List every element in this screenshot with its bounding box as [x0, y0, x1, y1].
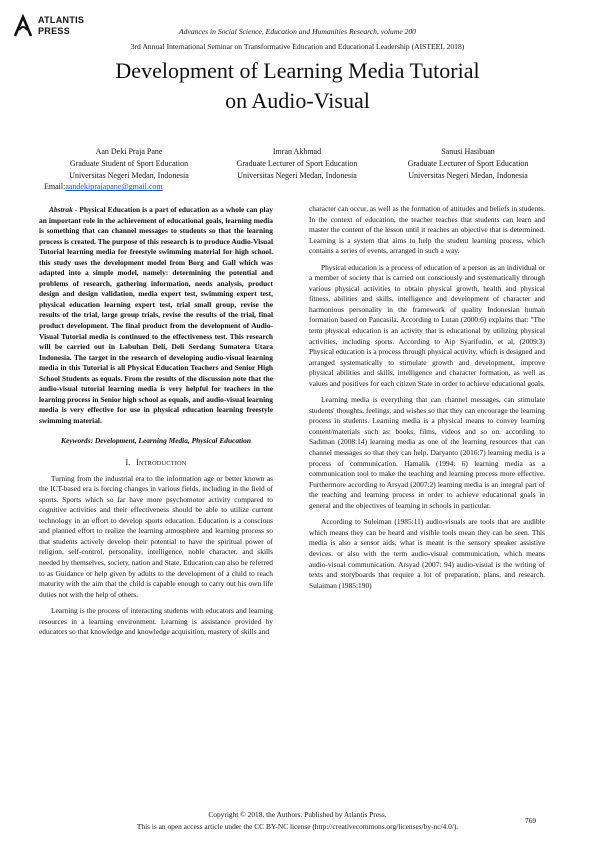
copyright-line: Copyright © 2018, the Authors. Published by Atlantis Press.: [208, 810, 387, 819]
email-label: Email:: [44, 182, 66, 192]
author-affiliation: Universitas Negeri Medan, Indonesia: [237, 170, 357, 180]
paragraph: character can occur, as well as the formation of attitudes and beliefs in students. In the context of education, the teacher teaches that students can learn and master the content of the lesson until it reaches an objective that is determined. Learning is a system that aims to help the student learning process, which contains a series of events, arranged in such a way.: [309, 204, 545, 256]
abstract-text: - Physical Education is a part of education as a whole can play an important role in the achievement of educational goals, learning media is something that can channel messages to students so that the learning process is created. The purpose of this research is to produce Audio-Visual Tutorial learning media for freestyle swimming material for high school. this study uses the development model from Borg and Gall which was adapted into a simple model, namely: determining the potential and problems of research, gathering information, needs analysis, product design and design validation, media expert test, swimming expert test, physical education learning expert test, trial small group, revise the results of the trial, large group trials, revise the results of the trial, final product development. The final product from the development of Audio-Visual Tutorial media is continued to the effectiveness test. This research will be carried out in Labuhan Deli, Deli Serdang Sumatera Utara Indonesia. The target in the research of developing audio-visual learning media in this Tutorial is all Physical Education Teachers and Senior High School Students as equals. From the results of the discussion note that the audio-visual tutorial learning media is very helpful for teachers in the learning process in Senior high school as equals, and audio-visual learning media is very effective for use in physical education learning freestyle swimming material.: [39, 205, 273, 425]
abstract: [39, 205, 273, 426]
section-title-rest: NTRODUCTION: [138, 460, 187, 468]
logo-line1: ATLANTIS: [38, 15, 85, 25]
keywords: [39, 436, 273, 447]
keywords-label: Keywords:: [61, 436, 94, 446]
paragraph: Turning from the industrial era to the information age or better known as the ICT-based era is forcing changes in various fields, including in the field of sports. Sports which so far have more psychomotor activity compared to cognitive activities and their effectiveness should be able to utilize current technology in an effort to develop sports education. Education is a conscious and planned effort to realize the learning atmosphere and learning process so that students actively develop their potential to have the spiritual power of religion, self-control, personality, intelligence, noble character, and skills needed by themselves, society, nation and State. Education can also be referred to as Guidance or help given by adults to the development of a child to reach maturity with the aim that the child is capable enough to carry out his own life duties not with the help of others.: [39, 473, 273, 599]
author-role: Graduate Lecturer of Sport Education: [407, 158, 529, 168]
author-name: Sanusi Hasibuan: [441, 147, 495, 156]
author-name: Imran Akhmad: [272, 147, 322, 156]
section-number: I.: [125, 458, 131, 468]
logo-line2: PRESS: [38, 26, 71, 36]
author-block-1: [44, 146, 214, 193]
license-line: This is an open access article under the CC BY-NC license (http://creativecommons.org/licenses/by-nc/4.0/).: [136, 822, 459, 831]
journal-header: Advances in Social Science, Education and Humanities Research, volume 200: [179, 27, 416, 36]
conference-header: 3rd Annual International Seminar on Transformative Education and Educational Leadership (AISTEEL 2018): [130, 42, 465, 51]
paper-title: [0, 56, 595, 116]
abstract-label: Abstrak: [49, 205, 73, 214]
paragraph: Learning media is everything that can channel messages, can stimulate students' thoughts, feelings, and wishes so that they can encourage the learning process in students. Learning media is a physical means to convey learning content/materials such as: books, films, videos and so on. according to Sadiman (2008:14) learning media as one of the learning resources that can channel messages so that they can help. Daryanto (2016:7) learning media is a process of communication. Hamalik (1994: 6) learning media as a communication tool to make the teaching and learning process more effective. Furthermore according to Arsyad (2007:2) learning media is an integral part of the teaching and learning process in order to achieve educational goals in general and the objectives of learning in schools in particular.: [309, 395, 545, 510]
author-role: Graduate Lecturer of Sport Education: [236, 158, 358, 168]
author-block-2: [218, 146, 376, 181]
paragraph: According to Suleiman (1985:11) audio-visuals are tools that are audible which means they can be heard and visible tools mean they can be seen. This media is also a sensor aids, what is meant is the sensory speaker assistive devices. or also with the term audio-visual communication, which means audio-visual communication. Arsyad (2007: 94) audio-visual is the writing of texts and storyboards that require a lot of preparation, plans, and research. Sulaiman (1985:190): [309, 517, 545, 590]
author-block-3: [388, 146, 548, 181]
author-name: Aan Deki Praja Pane: [95, 147, 163, 156]
right-column: [309, 204, 545, 591]
title-line2: on Audio-Visual: [225, 88, 370, 113]
left-column: [39, 205, 273, 638]
paragraph: Physical education is a process of education of a person as an individual or a member of society that is carried out consciously and systematically through various physical activities to obtain physical growth, health and physical fitness, abilities and skills, intelligence and development of character and harmonious personality in the framework of quality Indonesian human formation based on Pancasila. According to Lutan (2000:6) explains that: "The term physical education is an activity that is educational by utilizing physical activities, including sports. According to Aip Syarifudin, et al, (2009:3) Physical education is a process through physical activity, which is designed and arranged systematically to stimulate growth and development, improve physical abilities and skills, intelligence and character formation, as well as values and positives for each citizen State in order to achieve educational goals.: [309, 262, 545, 388]
section-first-letter: I: [136, 458, 139, 468]
author-affiliation: Universitas Negeri Medan, Indonesia: [408, 170, 528, 180]
author-email: [44, 181, 214, 193]
page-number: 769: [525, 816, 537, 825]
keywords-text: Development, Learning Media, Physical Education: [93, 436, 251, 446]
title-line1: Development of Learning Media Tutorial: [115, 58, 480, 83]
section-heading: [39, 458, 273, 470]
author-role: Graduate Student of Sport Education: [69, 158, 189, 168]
email-link[interactable]: aandekiprajapane@gmail.com: [65, 182, 163, 192]
paragraph: Learning is the process of interacting students with educators and learning resources in a learning environment. Learning is assistance provided by educators so that knowledge and knowledge acquisition, mastery of skills and: [39, 606, 273, 637]
author-affiliation: Universitas Negeri Medan, Indonesia: [69, 170, 189, 180]
